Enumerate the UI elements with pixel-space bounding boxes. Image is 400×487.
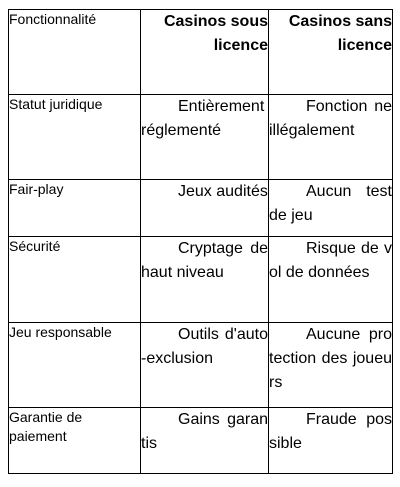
table-row — [9, 322, 393, 407]
licensed-cell: Jeux audités — [141, 180, 269, 237]
comparison-table — [8, 9, 393, 474]
unlicensed-cell: Fraude possible — [269, 407, 393, 473]
unlicensed-cell: Aucune protection des joueurs — [269, 322, 393, 407]
table-row — [9, 95, 393, 180]
licensed-cell: Gains garantis — [141, 407, 269, 473]
header-unlicensed-casinos: Casinos sans licence — [269, 10, 393, 95]
feature-cell: Fair-play — [9, 180, 141, 237]
feature-cell: Garantie de paiement — [9, 407, 141, 473]
table-row — [9, 180, 393, 237]
feature-cell: Sécurité — [9, 237, 141, 322]
feature-cell: Jeu responsable — [9, 322, 141, 407]
licensed-cell: Cryptage de haut niveau — [141, 237, 269, 322]
header-feature: Fonctionnalité — [9, 10, 141, 95]
feature-cell: Statut juridique — [9, 95, 141, 180]
licensed-cell: Entièrement réglementé — [141, 95, 269, 180]
unlicensed-cell: Risque de vol de données — [269, 237, 393, 322]
header-licensed-casinos: Casinos sous licence — [141, 10, 269, 95]
table-row — [9, 407, 393, 473]
licensed-cell: Outils d'auto-exclusion — [141, 322, 269, 407]
header-row — [9, 10, 393, 95]
unlicensed-cell: Aucun test de jeu — [269, 180, 393, 237]
table-row — [9, 237, 393, 322]
unlicensed-cell: Fonction ne illégalement — [269, 95, 393, 180]
